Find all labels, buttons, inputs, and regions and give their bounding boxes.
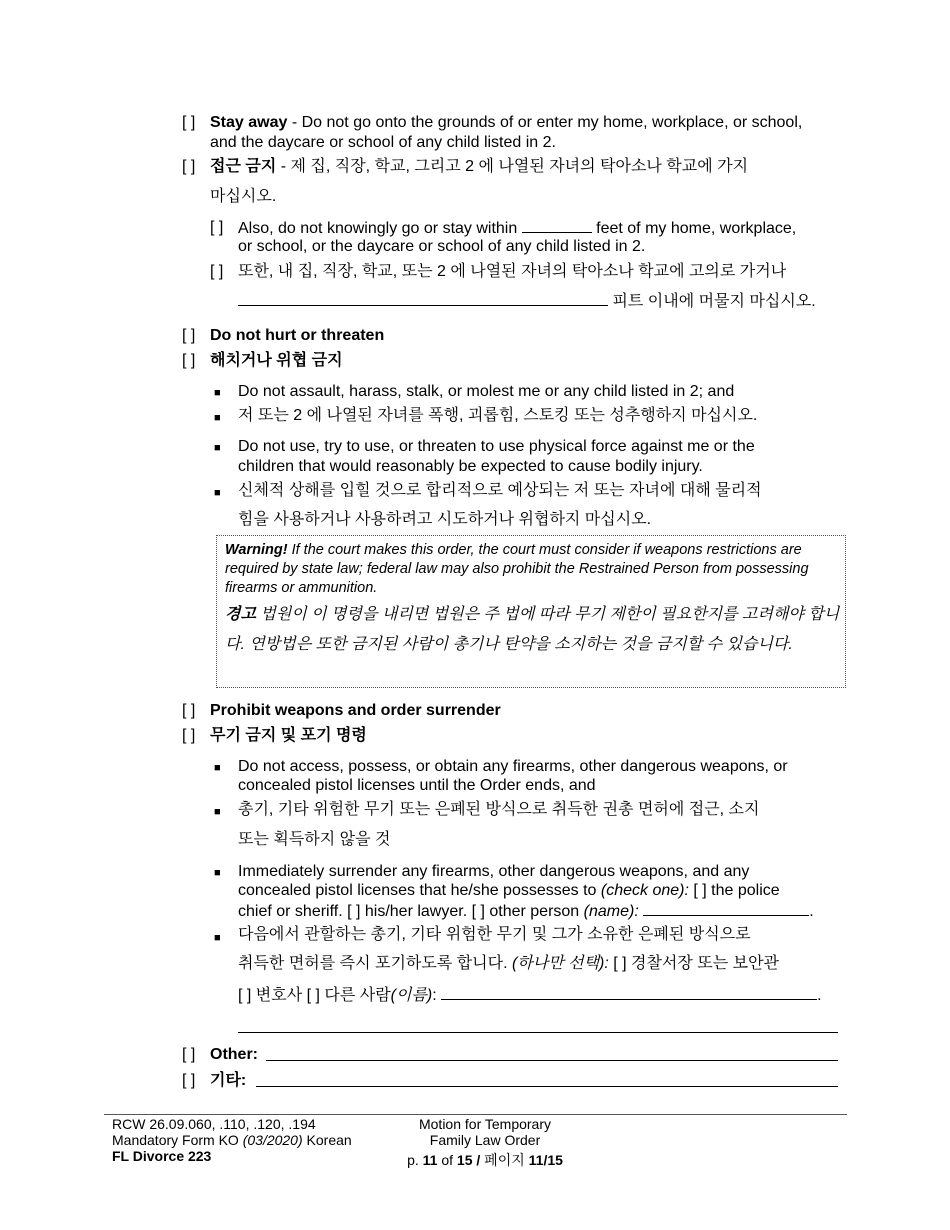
stay-away-ko-checkbox[interactable]: [ ] [182, 158, 196, 175]
check-one-label: (check one): [600, 882, 689, 899]
weapons-b2-en-3a[interactable]: chief or sheriff. [ ] his/her lawyer. [ ] other person [238, 903, 584, 920]
stay-away-checkbox[interactable]: [ ] [182, 114, 196, 131]
weapons-b2-ko-3 [238, 985, 822, 1006]
other-field[interactable] [266, 1060, 838, 1061]
weapons-title: Prohibit weapons and order surrender [210, 702, 501, 719]
other-person-name-field[interactable] [643, 901, 809, 916]
bullet: ■ [214, 487, 221, 499]
colon: : [432, 987, 437, 1004]
hurt-title: Do not hurt or threaten [210, 327, 385, 344]
pg-e: / [543, 1152, 548, 1168]
other-person-ko-name-field[interactable] [441, 985, 817, 1000]
footer-title-1: Motion for Temporary [418, 1116, 551, 1132]
footer-form-id: FL Divorce 223 [112, 1148, 212, 1164]
distance-ko-feet-field[interactable] [238, 291, 608, 306]
distance-checkbox[interactable]: [ ] [210, 219, 224, 236]
other-title: Other: [210, 1046, 258, 1063]
weapons-b1-ko-1: 총기, 기타 위험한 무기 또는 은폐된 방식으로 취득한 권총 면허에 접근, 소지 [238, 801, 760, 818]
warning-box [216, 535, 846, 688]
footer-form-a: Mandatory Form KO [112, 1132, 243, 1148]
bullet: ■ [214, 806, 221, 818]
hurt-b2-ko-1: 신체적 상해를 입힐 것으로 합리적으로 예상되는 저 또는 자녀에 대해 물리적 [238, 482, 762, 499]
blank-line[interactable] [238, 1032, 838, 1033]
police-option[interactable]: [ ] the police [688, 882, 780, 899]
page-total: 15 [456, 1152, 473, 1168]
warning-ko-label: 경고 [225, 606, 256, 623]
weapons-checkbox[interactable]: [ ] [182, 702, 196, 719]
choose-one-label: (하나만 선택): [511, 955, 609, 972]
period: . [817, 987, 822, 1004]
stay-away-text: - Do not go onto the grounds of or enter my home, workplace, or school, [287, 114, 803, 131]
period: . [809, 903, 814, 920]
weapons-ko-title: 무기 금지 및 포기 명령 [210, 727, 367, 744]
page-number-ko: 11 [528, 1152, 544, 1168]
bullet: ■ [214, 387, 221, 399]
footer-page [380, 1152, 590, 1169]
pg-b: of [437, 1152, 457, 1168]
bullet: ■ [214, 442, 221, 454]
weapons-b2-en-1: Immediately surrender any firearms, other dangerous weapons, and any [238, 863, 750, 880]
weapons-b2-en-2a: concealed pistol licenses that he/she possesses to [238, 882, 601, 899]
footer-form [112, 1132, 352, 1149]
stay-away-en [210, 113, 850, 133]
distance-ko: 또한, 내 집, 직장, 학교, 또는 2 에 나열된 자녀의 탁아소나 학교에 고의로 가거나 [238, 263, 787, 280]
weapons-b2-ko-1: 다음에서 관할하는 총기, 기타 위험한 무기 및 그가 소유한 은폐된 방식으로 [238, 926, 751, 943]
stay-away-title: Stay away [210, 114, 288, 131]
distance-feet-field[interactable] [522, 218, 592, 233]
police-ko-option[interactable]: [ ] 경찰서장 또는 보안관 [608, 955, 780, 972]
other-ko-checkbox[interactable]: [ ] [182, 1072, 196, 1089]
weapons-b1-ko-2: 또는 획득하지 않을 것 [238, 831, 391, 848]
footer-title-2: Family Law Order [429, 1132, 541, 1148]
warning-text: If the court makes this order, the court must consider if weapons restrictions are required by state law; federal law may also prohibit the Restrained Person from possessing firearms or ammunition. [225, 542, 809, 596]
name-ko-label: (이름) [390, 987, 433, 1004]
footer-divider [104, 1114, 847, 1115]
distance-ko-2 [238, 291, 816, 312]
footer-form-date: (03/2020) [242, 1132, 303, 1148]
name-label: (name): [583, 903, 639, 920]
warning-label: Warning! [225, 542, 288, 558]
weapons-b2-ko-2 [238, 954, 779, 974]
weapons-ko-checkbox[interactable]: [ ] [182, 727, 196, 744]
pg-c: / [472, 1152, 485, 1168]
other-ko-title: 기타: [210, 1072, 247, 1089]
distance-ko-text: 피트 이내에 머물지 마십시오. [608, 293, 816, 310]
hurt-checkbox[interactable]: [ ] [182, 327, 196, 344]
warning-ko [225, 600, 840, 660]
other-ko-field[interactable] [256, 1086, 838, 1087]
footer-form-lang: Korean [302, 1132, 352, 1148]
hurt-b1-en: Do not assault, harass, stalk, or molest me or any child listed in 2; and [238, 383, 735, 400]
pg-a: p. [407, 1152, 423, 1168]
page-ko: 페이지 [484, 1152, 525, 1168]
hurt-b2-en-2: children that would reasonably be expected to cause bodily injury. [238, 458, 703, 475]
warning-ko-text: 법원이 이 명령을 내리면 법원은 주 법에 따라 무기 제한이 필요한지를 고려해야 합니다. 연방법은 또한 금지된 사람이 총기나 탄약을 소지하는 것을 금지할 수 있습니다. [225, 606, 840, 653]
distance-en-text-b: feet of my home, workplace, [591, 220, 797, 237]
weapons-b2-en-2 [238, 881, 780, 901]
weapons-b2-ko-2a: 취득한 면허를 즉시 포기하도록 합니다. [238, 955, 512, 972]
stay-away-ko [210, 157, 748, 177]
stay-away-text-2: and the daycare or school of any child listed in 2. [210, 134, 556, 151]
stay-away-ko-title: 접근 금지 [210, 158, 277, 175]
weapons-b1-en-1: Do not access, possess, or obtain any firearms, other dangerous weapons, or [238, 758, 788, 775]
bullet: ■ [214, 762, 221, 774]
hurt-b2-en-1: Do not use, try to use, or threaten to use physical force against me or the [238, 438, 755, 455]
page-number: 11 [422, 1152, 438, 1168]
distance-en [238, 218, 796, 239]
hurt-b2-ko-2: 힘을 사용하거나 사용하려고 시도하거나 위협하지 마십시오. [238, 511, 652, 528]
distance-en-text: Also, do not knowingly go or stay within [238, 220, 522, 237]
warning-en [225, 541, 840, 598]
other-checkbox[interactable]: [ ] [182, 1046, 196, 1063]
weapons-b2-en-3 [238, 901, 814, 922]
page-total-ko: 15 [547, 1152, 563, 1168]
stay-away-ko-text: - 제 집, 직장, 학교, 그리고 2 에 나열된 자녀의 탁아소나 학교에 가지 [276, 158, 749, 175]
hurt-ko-title: 해치거나 위협 금지 [210, 352, 343, 369]
bullet: ■ [214, 932, 221, 944]
hurt-ko-checkbox[interactable]: [ ] [182, 352, 196, 369]
distance-en-2: or school, or the daycare or school of any child listed in 2. [238, 238, 646, 255]
distance-ko-checkbox[interactable]: [ ] [210, 263, 224, 280]
footer-rcw: RCW 26.09.060, .110, .120, .194 [112, 1116, 316, 1132]
hurt-b1-ko: 저 또는 2 에 나열된 자녀를 폭행, 괴롭힘, 스토킹 또는 성추행하지 마십시오. [238, 407, 758, 424]
bullet: ■ [214, 867, 221, 879]
weapons-b2-ko-3a[interactable]: [ ] 변호사 [ ] 다른 사람 [238, 987, 391, 1004]
weapons-b1-en-2: concealed pistol licenses until the Order ends, and [238, 777, 596, 794]
stay-away-ko-text-2: 마십시오. [210, 188, 277, 205]
bullet: ■ [214, 412, 221, 424]
